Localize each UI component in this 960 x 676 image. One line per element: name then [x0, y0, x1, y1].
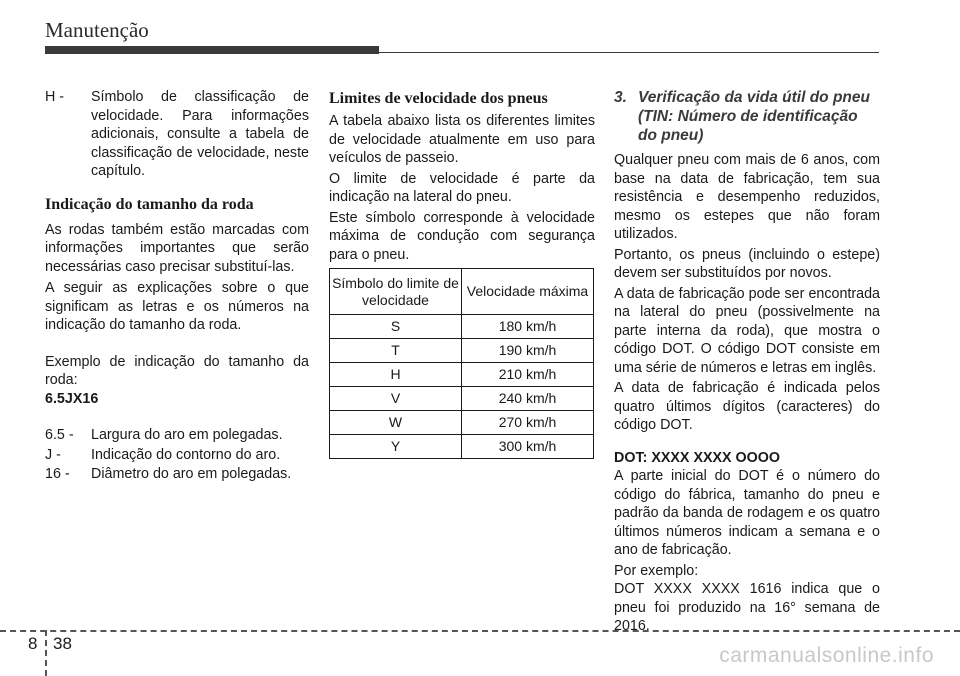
paragraph: Este símbolo corresponde à velocidade máxima de condução com segurança para o pneu. — [329, 209, 595, 263]
column-header-symbol: Símbolo do limite de velocidade — [330, 269, 462, 315]
paragraph: A tabela abaixo lista os diferentes limites de velocidade atualmente em uso para veículos de passeio. — [329, 113, 595, 166]
section-title-wheel-size: Indicação do tamanho da roda — [45, 195, 254, 213]
column-left — [45, 88, 309, 484]
speed-symbol-cell: W — [330, 411, 462, 435]
paragraph: O limite de velocidade é parte da indicação na lateral do pneu. — [329, 170, 595, 205]
speed-symbol-cell: Y — [330, 435, 462, 459]
definition-list — [45, 426, 309, 484]
section-title-text: Verificação da vida útil do pneu (TIN: Número de identificação do pneu) — [638, 89, 870, 144]
definition-text: Símbolo de classificação de velocidade. Para informações adicionais, consulte a tabela de classificação de velocidade, neste capítulo. — [91, 89, 309, 179]
chapter-number: 8 — [28, 634, 38, 653]
max-speed-cell: 270 km/h — [462, 411, 594, 435]
dot-code-format: DOT: XXXX XXXX OOOO — [614, 449, 781, 466]
column-header-speed: Velocidade máxima — [462, 269, 594, 315]
paragraph: Por exemplo: — [614, 562, 699, 579]
column-middle — [329, 88, 595, 459]
table-row — [330, 363, 594, 387]
max-speed-cell: 240 km/h — [462, 387, 594, 411]
definition-item — [45, 426, 309, 445]
table-row — [330, 339, 594, 363]
paragraph: As rodas também estão marcadas com informações importantes que serão necessárias caso precisar substituí-las. — [45, 221, 309, 275]
definition-key: 6.5 - — [45, 427, 74, 443]
footer-divider — [45, 630, 47, 676]
paragraph: Exemplo de indicação do tamanho da roda: — [45, 353, 309, 388]
paragraph: Portanto, os pneus (incluindo o estepe) devem ser substituídos por novos. — [614, 246, 880, 281]
max-speed-cell: 180 km/h — [462, 315, 594, 339]
definition-key: J - — [45, 446, 61, 463]
header-bar — [45, 46, 379, 54]
speed-symbol-cell: V — [330, 387, 462, 411]
h-definition — [45, 88, 309, 181]
table-row — [330, 435, 594, 459]
definition-text: Largura do aro em polegadas. — [91, 427, 283, 443]
paragraph: A parte inicial do DOT é o número do código do fábrica, tamanho do pneu e padrão da banda de rodagem e os quatro últimos números indicam a semana e o ano de fabricação. — [614, 468, 880, 558]
definition-key: H - — [45, 89, 65, 105]
table-row — [330, 387, 594, 411]
wheel-size-example: 6.5JX16 — [45, 390, 99, 407]
paragraph: A data de fabricação é indicada pelos quatro últimos dígitos (caracteres) do código DOT. — [614, 380, 880, 433]
footer-rule — [0, 630, 960, 632]
paragraph: A data de fabricação pode ser encontrada na lateral do pneu (possivelmente na parte interna da roda), que mostra o código DOT. O código DOT consiste em uma série de números e letras em inglês. — [614, 285, 880, 376]
definition-item — [45, 446, 309, 465]
section-title-speed-limits: Limites de velocidade dos pneus — [329, 90, 548, 107]
max-speed-cell: 190 km/h — [462, 339, 594, 363]
speed-symbol-cell: H — [330, 363, 462, 387]
definition-item — [45, 465, 309, 484]
header-title: Manutenção — [45, 18, 149, 42]
page-number: 38 — [53, 634, 72, 653]
speed-symbol-cell: T — [330, 339, 462, 363]
watermark: carmanualsonline.info — [719, 644, 934, 667]
paragraph: A seguir as explicações sobre o que significam as letras e os números na indicação do tamanho da roda. — [45, 280, 309, 333]
max-speed-cell: 300 km/h — [498, 438, 557, 455]
definition-key: 16 - — [45, 466, 70, 482]
speed-symbol-cell: S — [330, 315, 462, 339]
header-rule — [379, 52, 879, 53]
table-header-row — [330, 269, 594, 315]
speed-rating-table — [329, 268, 594, 459]
paragraph: Qualquer pneu com mais de 6 anos, com base na data de fabricação, tem sua resistência e desempenho reduzidos, mesmo os estepes que não foram utilizados. — [614, 152, 880, 242]
section-number: 3. — [614, 89, 627, 106]
table-row — [330, 411, 594, 435]
definition-text: Diâmetro do aro em polegadas. — [91, 466, 292, 482]
table-row — [330, 315, 594, 339]
column-right — [614, 88, 880, 636]
max-speed-cell: 210 km/h — [462, 363, 594, 387]
paragraph: DOT XXXX XXXX 1616 indica que o pneu foi produzido na 16° semana de 2016. — [614, 581, 880, 634]
section-title-tire-life — [614, 88, 880, 145]
definition-text: Indicação do contorno do aro. — [91, 446, 281, 463]
